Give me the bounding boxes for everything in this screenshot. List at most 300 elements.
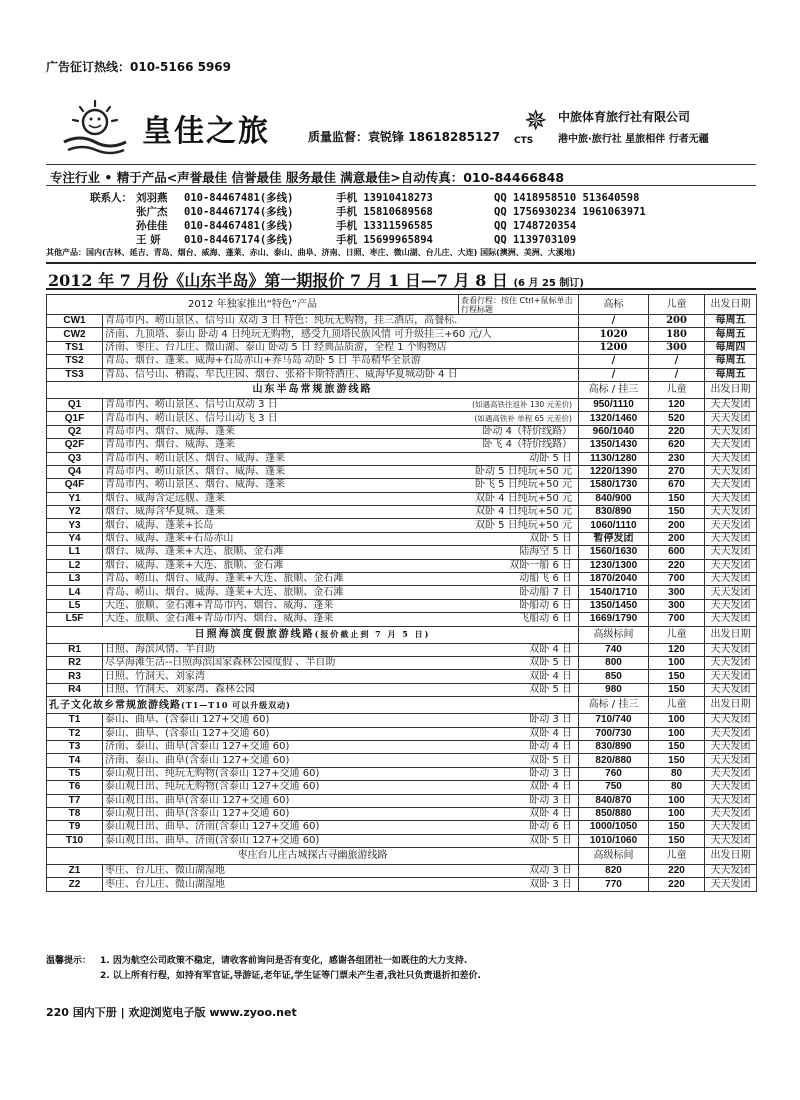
departure-date: 天天发团	[705, 767, 757, 780]
supervisor-phone: 18618285127	[408, 130, 501, 144]
route-title[interactable]	[103, 767, 579, 780]
route-row	[47, 412, 757, 425]
agency-slogan: 港中旅·旅行社 星旅相伴 行者无疆	[558, 134, 709, 145]
price-child: 180	[649, 328, 705, 341]
price-child: 150	[649, 683, 705, 696]
route-title[interactable]	[103, 727, 579, 740]
route-mode: 飞船动 6 日	[519, 613, 572, 625]
departure-date: 天天发团	[705, 546, 757, 559]
price: 1669/1790	[579, 613, 649, 626]
departure-date: 天天发团	[705, 821, 757, 834]
route-title[interactable]	[103, 452, 579, 465]
departure-date: 天天发团	[705, 683, 757, 696]
route-code: Y3	[47, 519, 103, 532]
contact-mobile: 手机 15699965894	[336, 234, 433, 246]
departure-date: 天天发团	[705, 398, 757, 411]
price-child: 230	[649, 452, 705, 465]
price-high: /	[579, 368, 649, 381]
route-title[interactable]	[103, 865, 579, 878]
route-desc: 青岛、崂山、烟台、威海、蓬莱+大连、旅顺、金石滩	[105, 586, 344, 598]
route-mode: 双卧 4 日	[529, 727, 572, 739]
route-row	[47, 714, 757, 727]
route-row	[47, 834, 757, 847]
departure-date: 天天发团	[705, 781, 757, 794]
price: 1870/2040	[579, 573, 649, 586]
departure-date: 天天发团	[705, 465, 757, 478]
contacts	[46, 190, 756, 258]
departure-date: 天天发团	[705, 643, 757, 656]
route-mode: 卧动船 7 日	[519, 586, 572, 598]
price: 820	[579, 865, 649, 878]
route-mode: 卧动 5 日纯玩+50 元	[474, 466, 572, 478]
rizhao-header-row	[47, 626, 757, 643]
contact-name: 张广杰	[136, 206, 168, 218]
route-code: L4	[47, 586, 103, 599]
route-code: T1	[47, 714, 103, 727]
col-date: 出发日期	[705, 697, 757, 714]
col-price: 高标 / 挂三	[579, 697, 649, 714]
supervisor-name: 袁锐锋	[368, 130, 405, 144]
price-child: 100	[649, 714, 705, 727]
route-row	[47, 727, 757, 740]
route-desc: 青岛市内、崂山景区、烟台、威海、蓬莱	[105, 479, 285, 491]
route-code: L1	[47, 546, 103, 559]
contact-tel: 010-84467481(多线)	[184, 220, 294, 232]
departure-date: 天天发团	[705, 656, 757, 669]
price-child: /	[649, 368, 705, 381]
price: 1350/1430	[579, 439, 649, 452]
price-high: /	[579, 355, 649, 368]
route-title[interactable]	[103, 506, 579, 519]
route-code: L3	[47, 573, 103, 586]
price-child: 80	[649, 781, 705, 794]
route-desc: 青岛市内、烟台、威海、蓬莱	[105, 439, 235, 451]
route-code: Z1	[47, 865, 103, 878]
ad-hotline: 广告征订热线：010-5166 5969	[46, 60, 232, 74]
col-child: 儿童	[649, 848, 705, 865]
peninsula-header-row	[47, 381, 757, 398]
price: 800	[579, 656, 649, 669]
price: 830/890	[579, 506, 649, 519]
logo-row	[46, 86, 756, 166]
route-desc: 烟台、威海、蓬莱+石岛赤山	[105, 533, 234, 545]
price: 1560/1630	[579, 546, 649, 559]
route-code: T5	[47, 767, 103, 780]
route-desc: 日照、竹洞天、刘家湾	[105, 670, 205, 682]
peninsula-heading	[47, 381, 579, 398]
price-child: 620	[649, 439, 705, 452]
price-child: 100	[649, 807, 705, 820]
route-mode: 卧动 6 日	[529, 821, 572, 833]
departure-date: 天天发团	[705, 506, 757, 519]
route-desc: 泰山观日出、纯玩无购物(含泰山 127+交通 60)	[105, 781, 320, 793]
brand-name: 皇佳之旅	[142, 114, 270, 149]
route-code: Q2	[47, 425, 103, 438]
price-child: 520	[649, 412, 705, 425]
route-mode: 双卧 5 日	[529, 657, 572, 669]
contacts-label: 联系人：	[90, 192, 132, 204]
contact-name: 王 妍	[136, 234, 161, 246]
page-number: 220	[46, 1006, 69, 1019]
price: 1230/1300	[579, 559, 649, 572]
route-code: Q1F	[47, 412, 103, 425]
route-mode: 卧船动 6 日	[519, 600, 572, 611]
route-title[interactable]	[103, 519, 579, 532]
route-title[interactable]	[103, 878, 579, 891]
section-note: (报价截止到 7 月 5 日)	[314, 629, 431, 640]
price-child: 600	[649, 546, 705, 559]
route-code: R2	[47, 656, 103, 669]
route-desc: 烟台、威海含定远舰、蓬莱	[105, 492, 225, 504]
route-desc: 尽享海滩生活--日照海滨国家森林公园度假 、半自助	[105, 657, 336, 669]
price-child: 100	[649, 656, 705, 669]
route-desc: 泰山观日出、曲阜(含泰山 127+交通 60)	[105, 808, 290, 820]
footer	[46, 1004, 297, 1020]
route-desc: 大连、旅顺、金石滩+青岛市内、烟台、威海、蓬莱	[105, 600, 334, 611]
route-row	[47, 586, 757, 599]
price-child: 100	[649, 727, 705, 740]
route-title[interactable]: 济南、九顶塔、泰山 卧动 4 日纯玩无购物，感受九顶塔民族风情 可升级挂三+60 元/人	[103, 328, 579, 341]
departure-date: 每周五	[705, 355, 757, 368]
price-child: 220	[649, 559, 705, 572]
col-price: 高级标间	[579, 848, 649, 865]
contact-row	[46, 204, 756, 218]
route-code: Q4	[47, 465, 103, 478]
zaozhuang-heading	[47, 848, 579, 865]
contact-qq: QQ 1756930234 1961063971	[494, 206, 646, 218]
title-main: 2012 年 7 月份《山东半岛》第一期报价 7 月 1 日—7 月 8 日	[48, 271, 508, 290]
route-title[interactable]: 青岛、烟台、蓬莱、威海+石岛赤山+养马岛 动卧 5 日 半岛精华全景游	[103, 355, 579, 368]
price: 1350/1450	[579, 599, 649, 612]
price-child: 150	[649, 492, 705, 505]
route-row	[47, 670, 757, 683]
route-row	[47, 573, 757, 586]
route-code: T10	[47, 834, 103, 847]
departure-date: 天天发团	[705, 727, 757, 740]
route-code: T4	[47, 754, 103, 767]
price-child: 80	[649, 767, 705, 780]
route-title[interactable]	[103, 807, 579, 820]
route-mode: 卧动 4（特价线路）	[482, 425, 572, 437]
route-title[interactable]	[103, 425, 579, 438]
route-row	[47, 439, 757, 452]
departure-date: 天天发团	[705, 586, 757, 599]
special-heading: 2012 年独家推出“特色”产品	[47, 295, 459, 315]
route-code: T6	[47, 781, 103, 794]
route-title[interactable]	[103, 465, 579, 478]
price-child: 300	[649, 599, 705, 612]
price-child: 200	[649, 315, 705, 328]
price: 暂停发团	[579, 532, 649, 545]
route-mode: 卧飞 5 日纯玩+50 元	[474, 479, 572, 491]
price-child: 670	[649, 479, 705, 492]
price-child: 220	[649, 865, 705, 878]
col-child: 儿童	[649, 626, 705, 643]
route-desc: 青岛市内、烟台、威海、蓬莱	[105, 425, 235, 437]
route-title[interactable]: 济南、枣庄、台儿庄、微山湖、泰山 卧动 5 日 经典品质游，全程 1 个购物店	[103, 341, 579, 354]
special-row	[47, 341, 757, 354]
sun-logo-icon	[60, 98, 130, 156]
route-title[interactable]	[103, 714, 579, 727]
departure-date: 每周五	[705, 315, 757, 328]
price: 820/880	[579, 754, 649, 767]
route-code: L5F	[47, 613, 103, 626]
agency-name: 中旅体育旅行社有限公司	[558, 110, 691, 124]
contact-mobile: 手机 15810689568	[336, 206, 433, 218]
special-row	[47, 328, 757, 341]
route-mode: 双卧 4 日	[529, 808, 572, 820]
route-mode: 卧飞 4（特价线路）	[482, 439, 572, 451]
route-mode: 双动 3 日	[529, 865, 572, 877]
route-mode: 卧动 3 日	[529, 794, 572, 806]
departure-date: 天天发团	[705, 479, 757, 492]
route-code: T7	[47, 794, 103, 807]
route-title[interactable]	[103, 398, 579, 411]
departure-date: 天天发团	[705, 865, 757, 878]
special-row	[47, 315, 757, 328]
price: 760	[579, 767, 649, 780]
route-code: T9	[47, 821, 103, 834]
departure-date: 天天发团	[705, 439, 757, 452]
price-child: 200	[649, 519, 705, 532]
price-child: 220	[649, 878, 705, 891]
departure-date: 天天发团	[705, 834, 757, 847]
price: 1580/1730	[579, 479, 649, 492]
col-date: 出发日期	[705, 848, 757, 865]
route-row	[47, 425, 757, 438]
price-child: 200	[649, 532, 705, 545]
slogan-bar: 专注行业 • 精于产品<声誉最佳 信誉最佳 服务最佳 满意最佳>自动传真：010-84466848	[46, 164, 756, 186]
price-child: 150	[649, 834, 705, 847]
route-code: TS2	[47, 355, 103, 368]
route-mode: 卧动 3 日	[529, 714, 572, 726]
route-title[interactable]	[103, 740, 579, 753]
route-row	[47, 767, 757, 780]
route-row	[47, 613, 757, 626]
route-row	[47, 492, 757, 505]
route-code: Q1	[47, 398, 103, 411]
route-mode: 陆海空 5 日	[519, 546, 572, 558]
footer-welcome: 欢迎浏览电子版 www.zyoo.net	[128, 1006, 297, 1019]
departure-date: 天天发团	[705, 878, 757, 891]
route-code: T3	[47, 740, 103, 753]
route-title[interactable]	[103, 559, 579, 572]
departure-date: 天天发团	[705, 559, 757, 572]
route-desc: 枣庄、台儿庄、微山湖湿地	[105, 878, 225, 890]
departure-date: 天天发团	[705, 794, 757, 807]
route-code: Q2F	[47, 439, 103, 452]
route-code: Q3	[47, 452, 103, 465]
other-products: 其他产品：国内(吉林、延吉、青岛、烟台、威海、蓬莱、赤山、泰山、曲阜、济南、日照、枣庄、微山湖、台儿庄、大连) 国际(澳洲、美洲、大溪地)	[46, 248, 576, 257]
route-mode: (如遇高铁补 单程 65 元差价)	[474, 413, 572, 423]
route-code: Y2	[47, 506, 103, 519]
route-desc: 枣庄、台儿庄、微山湖湿地	[105, 865, 225, 877]
route-title[interactable]	[103, 492, 579, 505]
price-child: 300	[649, 341, 705, 354]
route-row	[47, 506, 757, 519]
route-row	[47, 643, 757, 656]
route-mode: 双卧 4 日纯玩+50 元	[474, 492, 572, 504]
route-row	[47, 532, 757, 545]
departure-date: 天天发团	[705, 412, 757, 425]
route-code: T2	[47, 727, 103, 740]
route-code: Y1	[47, 492, 103, 505]
route-row	[47, 807, 757, 820]
route-desc: 泰山观日出、曲阜、济南(含泰山 127+交通 60)	[105, 821, 320, 833]
contact-qq: QQ 1748720354	[494, 220, 577, 232]
route-mode: 双卧 5 日	[529, 683, 572, 695]
route-title[interactable]	[103, 781, 579, 794]
price: 850/880	[579, 807, 649, 820]
route-code: R3	[47, 670, 103, 683]
route-mode: 双卧 4 日	[529, 781, 572, 793]
section-note: (T1—T10 可以升级双动)	[181, 699, 291, 710]
price-child: 120	[649, 643, 705, 656]
route-title[interactable]	[103, 532, 579, 545]
route-desc: 青岛、崂山、烟台、威海、蓬莱+大连、旅顺、金石滩	[105, 573, 344, 585]
contact-mobile: 手机 13311596585	[336, 220, 433, 232]
departure-date: 天天发团	[705, 714, 757, 727]
route-title[interactable]	[103, 794, 579, 807]
route-title[interactable]	[103, 546, 579, 559]
route-title[interactable]	[103, 613, 579, 626]
route-desc: 烟台、威海、蓬莱+长岛	[105, 519, 214, 531]
supervisor-label: 质量监督：	[308, 130, 369, 144]
route-code: R1	[47, 643, 103, 656]
route-desc: 烟台、威海、蓬莱+大连、旅顺、金石滩	[105, 559, 284, 571]
price-child: 150	[649, 670, 705, 683]
departure-date: 天天发团	[705, 754, 757, 767]
price: 1320/1460	[579, 412, 649, 425]
price-high: 1020	[579, 328, 649, 341]
contact-row	[46, 218, 756, 232]
route-title[interactable]	[103, 643, 579, 656]
contact-mobile: 手机 13910418273	[336, 192, 433, 204]
route-desc: 青岛市内、崂山景区、烟台、威海、蓬莱	[105, 466, 285, 478]
route-row	[47, 479, 757, 492]
route-desc: 日照、竹洞天、刘家湾、森林公园	[105, 683, 255, 695]
departure-date: 天天发团	[705, 532, 757, 545]
route-code: TS3	[47, 368, 103, 381]
route-row	[47, 683, 757, 696]
route-desc: 泰山观日出、曲阜、济南(含泰山 127+交通 60)	[105, 834, 320, 846]
route-title[interactable]	[103, 599, 579, 612]
header	[46, 86, 756, 276]
route-desc: 济南、泰山、曲阜(含泰山 127+交通 60)	[105, 754, 290, 766]
route-desc: 泰山、曲阜、(含泰山 127+交通 60)	[105, 714, 270, 726]
contact-row	[46, 190, 756, 204]
route-code: TS1	[47, 341, 103, 354]
route-mode: 双卧 3 日	[529, 878, 572, 890]
route-title[interactable]: 青岛市内、崂山景区、信号山 双动 3 日 特色：纯玩无购物，挂三酒店，高餐标.	[103, 315, 579, 328]
departure-date: 天天发团	[705, 613, 757, 626]
route-row	[47, 740, 757, 753]
route-row	[47, 754, 757, 767]
price-child: 700	[649, 573, 705, 586]
route-row	[47, 452, 757, 465]
departure-date: 每周五	[705, 328, 757, 341]
route-mode: 卧动 4 日	[529, 741, 572, 753]
route-mode: 动船飞 6 日	[519, 573, 572, 585]
route-mode: 双卧 5 日	[529, 533, 572, 545]
route-title[interactable]	[103, 439, 579, 452]
route-title[interactable]	[103, 683, 579, 696]
route-mode: 双卧 4 日	[529, 670, 572, 682]
price-table	[46, 294, 757, 892]
rizhao-heading	[47, 626, 579, 643]
footer-section: 国内下册	[72, 1006, 117, 1019]
departure-date: 每周四	[705, 341, 757, 354]
departure-date: 天天发团	[705, 599, 757, 612]
route-title[interactable]	[103, 656, 579, 669]
section-title: 山东半岛常规旅游线路	[252, 383, 373, 395]
col-high: 高标	[579, 295, 649, 315]
col-price: 高标 / 挂三	[579, 381, 649, 398]
col-child: 儿童	[649, 295, 705, 315]
confucius-header-row	[47, 697, 757, 714]
page-title	[46, 262, 756, 290]
route-code: Q4F	[47, 479, 103, 492]
price: 1060/1110	[579, 519, 649, 532]
route-code: T8	[47, 807, 103, 820]
footer-sep: |	[120, 1006, 125, 1019]
route-code: R4	[47, 683, 103, 696]
route-title[interactable]	[103, 754, 579, 767]
route-code: Y4	[47, 532, 103, 545]
price-child: 220	[649, 425, 705, 438]
route-desc: 泰山观日出、纯玩无购物(含泰山 127+交通 60)	[105, 767, 320, 779]
route-title[interactable]	[103, 834, 579, 847]
route-title[interactable]	[103, 573, 579, 586]
price-child: /	[649, 355, 705, 368]
price-high: /	[579, 315, 649, 328]
route-title[interactable]	[103, 586, 579, 599]
route-row	[47, 878, 757, 891]
price: 980	[579, 683, 649, 696]
route-row	[47, 546, 757, 559]
special-row	[47, 355, 757, 368]
price-child: 270	[649, 465, 705, 478]
route-title[interactable]	[103, 670, 579, 683]
tips-label: 温馨提示：	[46, 956, 92, 966]
route-title[interactable]	[103, 821, 579, 834]
price: 1130/1280	[579, 452, 649, 465]
price: 750	[579, 781, 649, 794]
col-date: 出发日期	[705, 381, 757, 398]
route-title[interactable]	[103, 412, 579, 425]
route-mode: 双卧 5 日	[529, 834, 572, 846]
col-child: 儿童	[649, 697, 705, 714]
route-title[interactable]: 青岛、信号山、栖霞、牟氏庄园、烟台、张裕卡斯特酒庄、威海华夏城动卧 4 日	[103, 368, 579, 381]
departure-date: 天天发团	[705, 573, 757, 586]
route-mode: 卧动 3 日	[529, 767, 572, 779]
price-high: 1200	[579, 341, 649, 354]
departure-date: 天天发团	[705, 452, 757, 465]
route-mode: 双卧 4 日	[529, 643, 572, 655]
route-row	[47, 821, 757, 834]
price: 840/900	[579, 492, 649, 505]
price-child: 100	[649, 794, 705, 807]
route-row	[47, 519, 757, 532]
route-desc: 烟台、威海、蓬莱+大连、旅顺、金石滩	[105, 546, 284, 558]
route-title[interactable]	[103, 479, 579, 492]
route-row	[47, 865, 757, 878]
price: 850	[579, 670, 649, 683]
contact-name: 刘羽燕	[136, 192, 168, 204]
price-child: 700	[649, 613, 705, 626]
cts-logo: CTS	[514, 136, 534, 146]
route-mode: (如遇高铁往返补 130 元差价)	[472, 400, 572, 410]
